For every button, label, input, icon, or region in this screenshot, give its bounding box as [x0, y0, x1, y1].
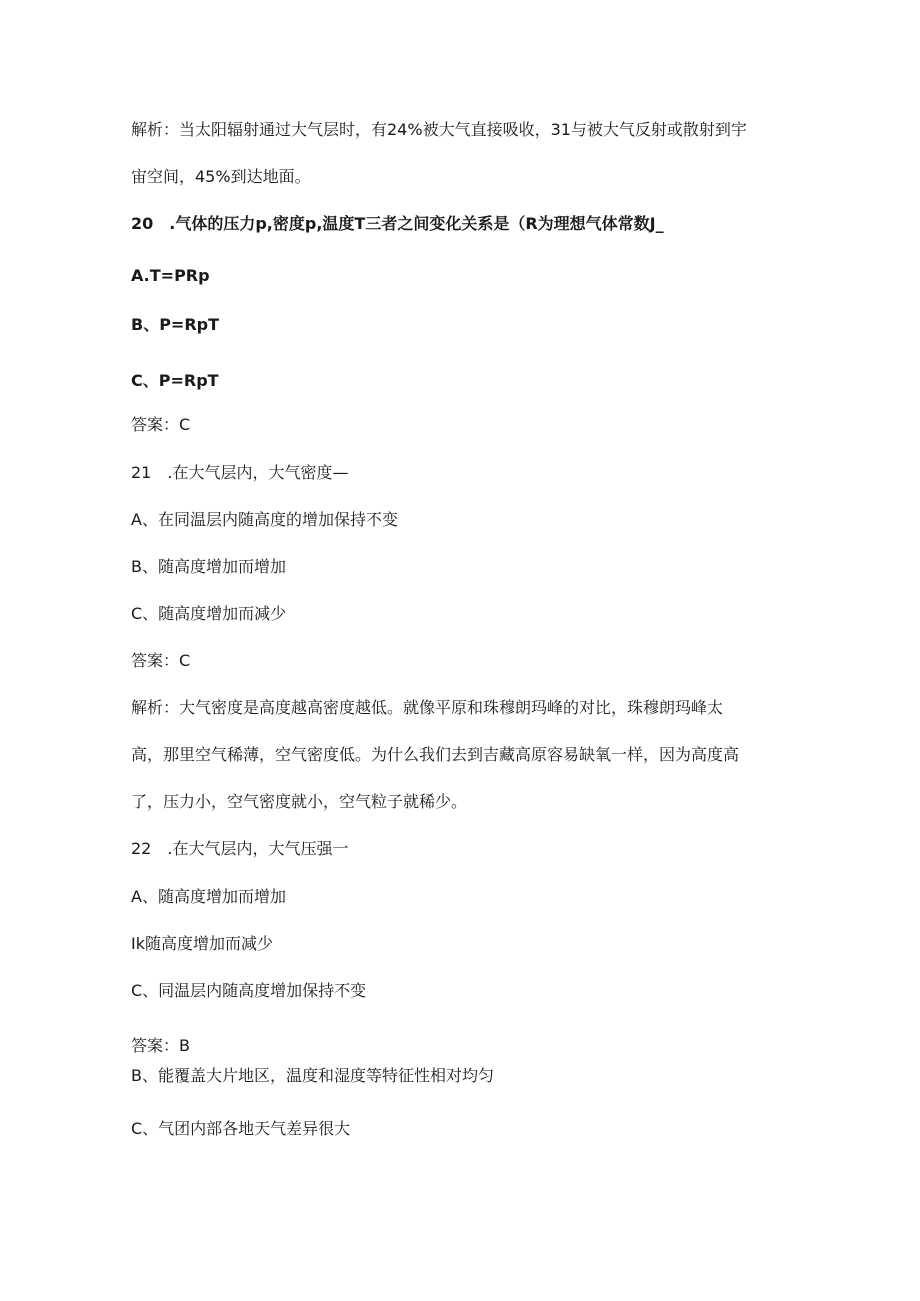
q22-option-b: Ik随高度增加而减少 — [131, 934, 273, 953]
q21-explanation-line1: 解析：大气密度是高度越高密度越低。就像平原和珠穆朗玛峰的对比，珠穆朗玛峰太 — [131, 698, 724, 717]
q20-option-c: C、P=RpT — [131, 371, 219, 390]
q20-question: 20 .气体的压力p,密度p,温度T三者之间变化关系是（R为理想气体常数J_ — [131, 214, 664, 233]
q20-option-a: A.T=PRp — [131, 266, 210, 285]
q20-answer: 答案：C — [131, 415, 191, 434]
next-option-c: C、气团内部各地天气差异很大 — [131, 1119, 351, 1138]
q22-option-c: C、同温层内随高度增加保持不变 — [131, 981, 367, 1000]
q21-option-b: B、随高度增加而增加 — [131, 557, 286, 576]
q21-answer: 答案：C — [131, 651, 191, 670]
q21-option-c: C、随高度增加而减少 — [131, 604, 287, 623]
q22-option-a: A、随高度增加而增加 — [131, 887, 286, 906]
next-option-b: B、能覆盖大片地区，温度和湿度等特征性相对均匀 — [131, 1066, 494, 1085]
q21-explanation-line3: 了，压力小，空气密度就小，空气粒子就稀少。 — [131, 792, 468, 811]
q19-explanation-line2: 宙空间，45%到达地面。 — [131, 167, 311, 186]
q21-option-a: A、在同温层内随高度的增加保持不变 — [131, 510, 398, 529]
q21-explanation-line2: 高，那里空气稀薄，空气密度低。为什么我们去到吉藏高原容易缺氧一样，因为高度高 — [131, 745, 740, 764]
q22-answer: 答案：B — [131, 1036, 190, 1055]
q22-question: 22 .在大气层内，大气压强一 — [131, 839, 349, 858]
q20-option-b: B、P=RpT — [131, 315, 220, 334]
q21-question: 21 .在大气层内，大气密度— — [131, 463, 349, 482]
q19-explanation-line1: 解析：当太阳辐射通过大气层时，有24%被大气直接吸收，31与被大气反射或散射到宇 — [131, 120, 747, 139]
